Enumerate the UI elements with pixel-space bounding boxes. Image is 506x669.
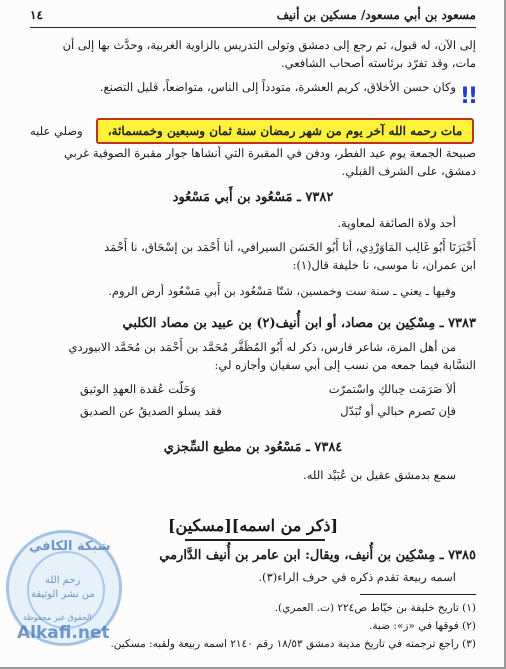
intro-line-1: إلى الآن، له قبول، ثم رجع إلى دمشق وتولى التدريس بالزاوية الغربية، وحدَّث بها إلى أن (62, 38, 476, 52)
header-rule (30, 27, 476, 28)
intro-line-4-tail: وصلي عليه (30, 124, 83, 138)
footnote-2: (٢) فوقها في «ز»: ضبة. (369, 620, 476, 632)
page-header (30, 6, 476, 24)
intro-line-5: صبيحة الجمعة يوم عيد الفطر، ودفن في المقبرة التي أنشاها جوار مقبرة الصوفية غربي (64, 146, 476, 160)
footnote-rule (360, 594, 476, 595)
intro-line-3: وكان حسن الأخلاق، كريم العشرة، متودداً إلى الناس، متواضعاً، قليل التصنع. (99, 80, 456, 94)
entry-7382-line-4: وفيها ـ يعني ـ سنة ست وخمسين، شتّا مَسْعُود بن أَبي مَسْعُود أرض الروم. (108, 284, 456, 298)
section-title: [ذكر من اسمه][مسكين] (167, 516, 339, 535)
entry-heading-7384: ٧٣٨٤ ـ مَسْعُود بن مطيع السِّجزي (163, 440, 343, 455)
intro-line-2: مات، وقد تفرّد برئاسته أصحاب الشافعي. (280, 56, 476, 70)
footnote-1: (١) تاريخ خليفة بن خيّاط ص٢٢٤ (ت. العمري). (274, 602, 476, 614)
verse-2-first-hemistich: فإن تَصرم حبالي أو تُبَدّل (340, 404, 456, 418)
stamp-top-text: شبكة الكافي (29, 539, 111, 554)
verse-1-first-hemistich: ألاَ صَرَمَت حِبالكِ واسْتمرّت (328, 382, 456, 396)
page-number: ١٤ (30, 8, 43, 22)
running-title: مسعود بن أبي مسعود/ مسكين بن أنيف (276, 8, 476, 22)
verse-1-second-hemistich: وَحَلّت عُقدة العهدِ الوثيق (80, 382, 196, 396)
entry-7382-line-3: ابن عمران، نا موسى، نا خليفة قال(١): (292, 258, 476, 272)
highlight-text: مات رحمه الله آخر يوم من شهر رمضان سنة ثمان وسبعين وخمسمائة، (107, 124, 463, 138)
entry-heading-7382: ٧٣٨٢ ـ مَسْعُود بن أَبي مَسْعُود (172, 190, 334, 205)
stamp-line-2: من نشر الوثيقة (31, 589, 95, 600)
entry-heading-7385: ٧٣٨٥ ـ مِسْكِين بن أُنيف، ويقال: ابن عامر بن أُنيف الدَّارمي (159, 548, 476, 563)
stamp-line-3: الحقوق غير محفوظة (23, 613, 92, 622)
entry-7383-line-1: من أهل المزة، شاعر فارس، ذكر له أَبُو المُظَفَّر مُحَمَّد بن أَحْمَد بن مُحَمَّد الابيوردي (68, 340, 456, 354)
intro-line-6: دمشق، على الشرف القبلي. (341, 164, 476, 178)
exclamation-marker: !! (460, 84, 477, 109)
entry-7382-line-1: أحد ولاة الصائفة لمعاوية. (337, 216, 456, 230)
stamp-url: Alkafi.net (17, 623, 110, 643)
entry-7382-line-2: أَخْبَرَنَا أَبُو غَالِب المَاوَرْدِي، أنا أَبُو الحَسَن السيرافي، أنا أَحْمَد بن إسْحَاق، نا أَحْمَد (104, 240, 476, 254)
section-rule (185, 539, 325, 541)
entry-7384-line-1: سمع بدمشق عقيل بن عُبَيْد الله. (303, 468, 456, 482)
entry-heading-7383: ٧٣٨٣ ـ مِسْكِين بن مصاد، أو ابن أُنيف(٢) بن عبيد بن مصاد الكلبي (122, 316, 476, 331)
entry-7385-line-1: اسمه ربيعة تقدم ذكره في حرف الراء(٣). (258, 570, 456, 584)
footnote-3: (٣) راجع ترجمته في تاريخ مدينة دمشق ١٨/٥٣ رقم ٢١٤٠ اسمه ربيعة ولقبه: مسكين. (110, 638, 476, 650)
entry-7383-line-2: النسَّابة فيما جمعه من نسب إلى أبي سفيان وأجازه لي: (214, 358, 476, 372)
stamp-line-1: رحم الله (45, 575, 81, 586)
highlighted-death-note (96, 118, 474, 144)
verse-2-second-hemistich: فقد يسلو الصديقُ عن الصديق (80, 404, 222, 418)
alkafi-watermark-stamp (6, 530, 122, 646)
